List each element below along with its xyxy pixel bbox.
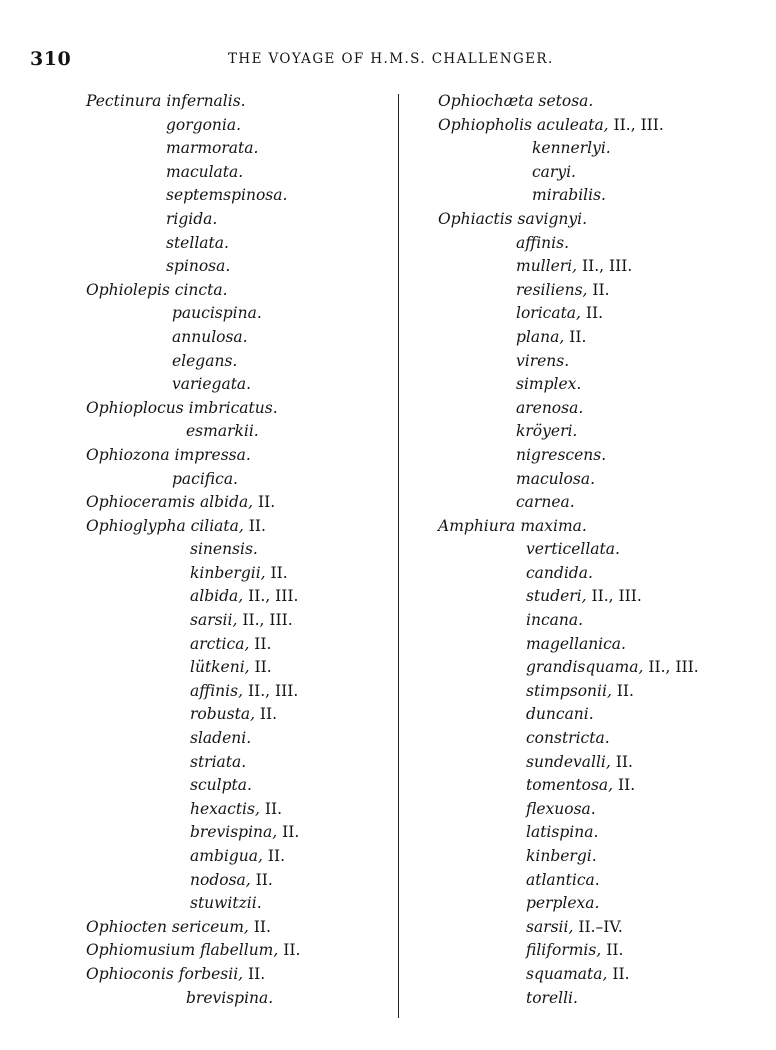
- species-entry: [86, 609, 300, 633]
- species-entry: [438, 821, 699, 845]
- species-entry: [438, 397, 699, 421]
- taxon-name: stuwitzii.: [190, 894, 262, 913]
- taxon-name: sarsii,: [526, 917, 574, 936]
- genus-entry: [86, 515, 300, 539]
- taxon-name: Ophiactis savignyi.: [438, 209, 588, 228]
- taxon-name: latispina.: [526, 823, 599, 842]
- taxon-name: affinis,: [190, 681, 244, 700]
- species-entry: [438, 656, 699, 680]
- taxon-name: sarsii,: [190, 611, 238, 630]
- genus-entry: [438, 208, 699, 232]
- volume-reference: II.: [255, 705, 278, 724]
- volume-reference: II., III.: [586, 587, 642, 606]
- taxon-name: annulosa.: [172, 327, 248, 346]
- volume-reference: II.: [265, 563, 288, 582]
- genus-entry: [86, 279, 300, 303]
- taxon-name: flexuosa.: [526, 799, 596, 818]
- species-entry: [86, 656, 300, 680]
- species-entry: [86, 703, 300, 727]
- species-entry: [438, 751, 699, 775]
- volume-reference: II.: [277, 823, 300, 842]
- taxon-name: magellanica.: [526, 634, 626, 653]
- taxon-name: brevispina.: [186, 988, 274, 1007]
- taxon-name: Ophioceramis albida,: [86, 493, 254, 512]
- volume-reference: II., III.: [608, 115, 664, 134]
- genus-entry: [438, 90, 699, 114]
- taxon-name: Ophiomusium flabellum,: [86, 941, 279, 960]
- genus-entry: [438, 515, 699, 539]
- genus-entry: [86, 963, 300, 987]
- taxon-name: pacifica.: [172, 469, 238, 488]
- volume-reference: II.: [259, 799, 282, 818]
- taxon-name: plana,: [516, 327, 565, 346]
- taxon-name: sculpta.: [190, 776, 252, 795]
- taxon-name: robusta,: [190, 705, 255, 724]
- taxon-name: candida.: [526, 563, 593, 582]
- species-entry: [86, 727, 300, 751]
- volume-reference: II.–IV.: [573, 917, 623, 936]
- species-entry: [438, 939, 699, 963]
- taxon-name: loricata,: [516, 304, 581, 323]
- taxon-name: atlantica.: [526, 870, 600, 889]
- species-entry: [86, 232, 300, 256]
- taxon-name: maculosa.: [516, 469, 596, 488]
- taxon-name: mirabilis.: [532, 186, 606, 205]
- species-entry: [86, 585, 300, 609]
- taxon-name: sinensis.: [190, 540, 258, 559]
- taxon-name: spinosa.: [166, 257, 231, 276]
- species-entry: [86, 184, 300, 208]
- species-entry: [438, 727, 699, 751]
- species-entry: [438, 161, 699, 185]
- taxon-name: carnea.: [516, 493, 575, 512]
- species-entry: [438, 420, 699, 444]
- volume-reference: II.: [249, 658, 272, 677]
- taxon-name: mulleri,: [516, 257, 578, 276]
- taxon-name: grandisquama,: [526, 658, 644, 677]
- taxon-name: arctica,: [190, 634, 250, 653]
- species-entry: [86, 845, 300, 869]
- left-species-column: [86, 90, 300, 1010]
- taxon-name: stimpsonii,: [526, 681, 612, 700]
- taxon-name: Ophiopholis aculeata,: [438, 115, 609, 134]
- volume-reference: II.: [278, 941, 301, 960]
- taxon-name: nodosa,: [190, 870, 251, 889]
- volume-reference: II.: [564, 327, 587, 346]
- taxon-name: maculata.: [166, 162, 244, 181]
- taxon-name: duncani.: [526, 705, 594, 724]
- taxon-name: septemspinosa.: [166, 186, 288, 205]
- taxon-name: virens.: [516, 351, 570, 370]
- taxon-name: verticellata.: [526, 540, 620, 559]
- species-entry: [438, 987, 699, 1011]
- genus-entry: [86, 939, 300, 963]
- taxon-name: incana.: [526, 611, 584, 630]
- taxon-name: gorgonia.: [166, 115, 242, 134]
- species-entry: [438, 444, 699, 468]
- taxon-name: arenosa.: [516, 398, 584, 417]
- volume-reference: II.: [243, 964, 266, 983]
- taxon-name: elegans.: [172, 351, 238, 370]
- taxon-name: Ophioglypha ciliata,: [86, 516, 244, 535]
- taxon-name: variegata.: [172, 375, 252, 394]
- right-species-column: [438, 90, 699, 1010]
- species-entry: [438, 232, 699, 256]
- taxon-name: Ophioconis forbesii,: [86, 964, 244, 983]
- taxon-name: kinbergii,: [190, 563, 266, 582]
- species-entry: [86, 373, 300, 397]
- species-entry: [438, 255, 699, 279]
- species-entry: [86, 161, 300, 185]
- species-entry: [86, 420, 300, 444]
- species-entry: [438, 350, 699, 374]
- taxon-name: Ophiolepis cincta.: [86, 280, 228, 299]
- species-entry: [438, 680, 699, 704]
- taxon-name: sundevalli,: [526, 752, 611, 771]
- species-entry: [438, 609, 699, 633]
- volume-reference: II.: [607, 964, 630, 983]
- taxon-name: sladeni.: [190, 729, 252, 748]
- volume-reference: II.: [580, 304, 604, 323]
- species-entry: [438, 184, 699, 208]
- volume-reference: II.: [601, 941, 624, 960]
- taxon-name: affinis.: [516, 233, 570, 252]
- taxon-name: esmarkii.: [186, 422, 259, 441]
- species-entry: [86, 751, 300, 775]
- taxon-name: striata.: [190, 752, 247, 771]
- taxon-name: brevispina,: [190, 823, 278, 842]
- species-entry: [86, 114, 300, 138]
- species-entry: [86, 255, 300, 279]
- species-entry: [86, 987, 300, 1011]
- species-entry: [86, 821, 300, 845]
- genus-entry: [86, 397, 300, 421]
- volume-reference: II., III.: [243, 587, 299, 606]
- taxon-name: Ophiocten sericeum,: [86, 917, 249, 936]
- species-entry: [438, 562, 699, 586]
- volume-reference: II.: [611, 681, 634, 700]
- species-entry: [438, 279, 699, 303]
- taxon-name: hexactis,: [190, 799, 260, 818]
- volume-reference: II.: [253, 493, 276, 512]
- taxon-name: filiformis,: [526, 941, 602, 960]
- taxon-name: albida,: [190, 587, 244, 606]
- species-entry: [86, 208, 300, 232]
- species-entry: [438, 798, 699, 822]
- taxon-name: simplex.: [516, 375, 582, 394]
- taxon-name: kinbergi.: [526, 847, 597, 865]
- volume-reference: II., III.: [243, 681, 299, 700]
- species-entry: [438, 633, 699, 657]
- volume-reference: II., III.: [643, 658, 699, 677]
- taxon-name: rigida.: [166, 209, 218, 228]
- taxon-name: Ophiozona impressa.: [86, 445, 251, 464]
- taxon-name: torelli.: [526, 988, 578, 1007]
- species-entry: [438, 373, 699, 397]
- species-entry: [438, 774, 699, 798]
- taxon-name: resiliens,: [516, 280, 588, 299]
- volume-reference: II., III.: [577, 257, 633, 276]
- taxon-name: studeri,: [526, 587, 587, 606]
- species-entry: [86, 326, 300, 350]
- taxon-name: caryi.: [532, 162, 576, 181]
- volume-reference: II.: [243, 516, 266, 535]
- volume-reference: II.: [610, 752, 633, 771]
- taxon-name: nigrescens.: [516, 445, 607, 464]
- species-entry: [438, 892, 699, 916]
- taxon-name: kröyeri.: [516, 422, 578, 441]
- species-entry: [438, 963, 699, 987]
- genus-entry: [86, 916, 300, 940]
- taxon-name: perplexa.: [526, 894, 600, 913]
- taxon-name: Pectinura infernalis.: [86, 92, 246, 110]
- taxon-name: lütkeni,: [190, 658, 250, 677]
- volume-reference: II.: [613, 776, 636, 795]
- species-entry: [86, 680, 300, 704]
- taxon-name: marmorata.: [166, 139, 259, 158]
- species-entry: [86, 137, 300, 161]
- species-entry: [438, 845, 699, 869]
- volume-reference: II.: [248, 917, 271, 936]
- species-entry: [86, 302, 300, 326]
- taxon-name: Amphiura maxima.: [438, 516, 587, 535]
- genus-entry: [86, 90, 300, 114]
- volume-reference: II., III.: [237, 611, 293, 630]
- volume-reference: II.: [262, 847, 286, 865]
- taxon-name: paucispina.: [172, 304, 262, 323]
- taxon-name: Ophiochæta setosa.: [438, 92, 594, 110]
- page-number: 310: [30, 48, 72, 70]
- species-entry: [86, 774, 300, 798]
- volume-reference: II.: [250, 870, 273, 889]
- column-divider: [398, 94, 399, 1018]
- taxon-name: kennerlyi.: [532, 139, 611, 158]
- species-entry: [86, 562, 300, 586]
- genus-entry: [438, 114, 699, 138]
- taxon-name: squamata,: [526, 964, 608, 983]
- species-entry: [438, 916, 699, 940]
- species-entry: [86, 798, 300, 822]
- species-entry: [438, 326, 699, 350]
- taxon-name: tomentosa,: [526, 776, 614, 795]
- species-entry: [438, 137, 699, 161]
- species-entry: [86, 869, 300, 893]
- species-entry: [438, 538, 699, 562]
- species-entry: [438, 491, 699, 515]
- taxon-name: constricta.: [526, 729, 610, 748]
- volume-reference: II.: [249, 634, 272, 653]
- species-entry: [86, 538, 300, 562]
- taxon-name: stellata.: [166, 233, 229, 252]
- species-entry: [86, 892, 300, 916]
- species-entry: [438, 703, 699, 727]
- volume-reference: II.: [587, 280, 610, 299]
- genus-entry: [86, 491, 300, 515]
- taxon-name: Ophioplocus imbricatus.: [86, 398, 278, 417]
- species-entry: [86, 468, 300, 492]
- taxon-name: ambigua,: [190, 847, 263, 865]
- species-entry: [438, 869, 699, 893]
- genus-entry: [86, 444, 300, 468]
- species-entry: [86, 350, 300, 374]
- species-entry: [438, 302, 699, 326]
- species-entry: [438, 468, 699, 492]
- species-entry: [438, 585, 699, 609]
- running-title: THE VOYAGE OF H.M.S. CHALLENGER.: [228, 51, 554, 67]
- species-entry: [86, 633, 300, 657]
